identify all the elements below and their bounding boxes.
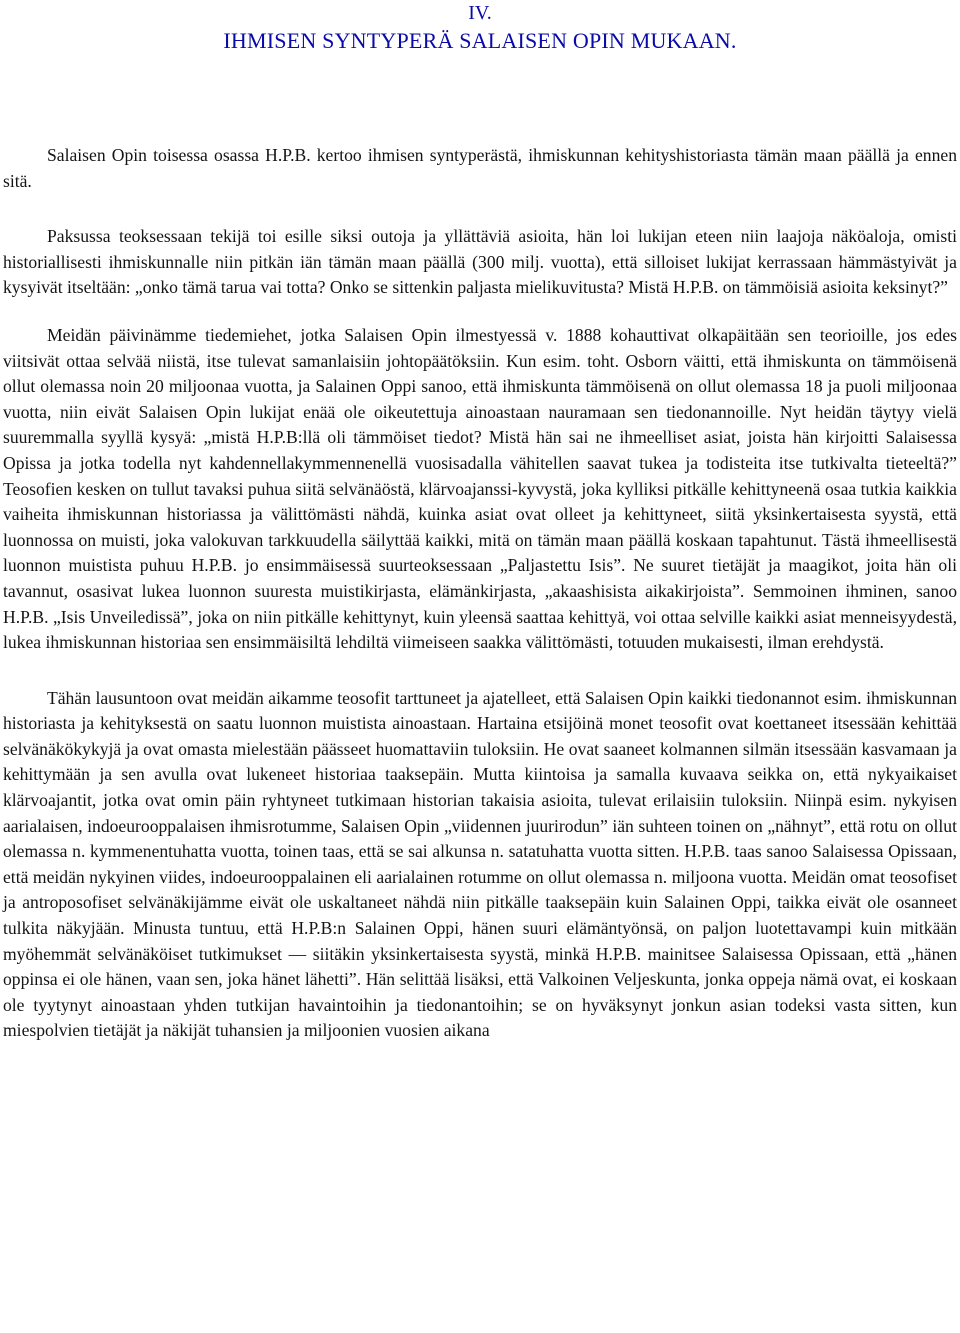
paragraph-theosophists: Tähän lausuntoon ovat meidän aikamme teosofit tarttuneet ja ajatelleet, että Salaisen Opin kaikki tiedonannot esim. ihmiskunnan historiasta ja kehityksestä on saatu luonnon muistista ainoastaan. Hartaina etsijöinä monet teosofit ovat koettaneet itsessään kehittää selvänäkökykyjä ja ovat omasta mielestään päässeet huomattaviin tuloksiin. He ovat saaneet kolmannen silmän itsessään kasvamaan ja kehittymään ja sen avulla ovat lukeneet historiaa taaksepäin. Mutta kiintoisa ja samalla kuvaava seikka on, että nykyaikaiset klärvoajantit, jotka ovat omin päin ryhtyneet tutkimaan historian takaisia asioita, tulevat erilaisiin tuloksiin. Niinpä esim. nykyisen aarialaisen, indoeurooppalaisen ihmisrotumme, Salaisen Opin „viidennen juurirodun” iän suhteen toinen on „nähnyt”, että rotu on ollut olemassa n. kymmenentuhatta vuotta, toinen taas, että se sai alkunsa n. satatuhatta vuotta sitten. H.P.B. taas sanoo Salaisessa Opissaan, että meidän nykyinen viides, indoeurooppalainen eli aarialainen rotumme on ollut olemassa n. miljoona vuotta. Meidän omat teosofiset ja antroposofiset selvänäkijämme eivät ole uskaltaneet nähdä niin pitkälle taaksepäin kuin Salainen Oppi, taikka eivät ole osanneet tulkita näkyjään. Minusta tuntuu, että H.P.B:n Salainen Oppi, hänen suuri elämäntyönsä, on paljon luotettavampi kuin mitkään myöhemmät selvänäköiset tutkimukset — siitäkin yksinkertaisesta syystä, minkä H.P.B. mainitsee Salaisessa Opissaan, että „hänen oppinsa ei ole hänen, vaan sen, joka hänet lähetti”. Hän selittää lisäksi, että Valkoinen Veljeskunta, jonka oppeja nämä ovat, ei koskaan ole tyytynyt ainoastaan yhden tutkijan havaintoihin ja tiedonantoihin; se on hyväksynyt jonkun asian todeksi vasta sitten, kun miespolvien tietäjät ja näkijät tuhansien ja miljoonien vuosien aikana xyxy=(3,687,957,1041)
document-page xyxy=(3,0,957,1044)
paragraph-scientists: Meidän päivinämme tiedemiehet, jotka Salaisen Opin ilmestyessä v. 1888 kohauttivat olkapäitään sen teorioille, jos edes viitsivät ottaa selvää niistä, itse tulevat samanlaisiin johtopäätöksiin. Kun esim. toht. Osborn väitti, että ihmiskunta on tämmöisenä ollut olemassa noin 20 miljoonaa vuotta, ja Salainen Oppi sanoo, että ihmiskunta tämmöisenä on ollut olemassa 18 ja puoli miljoonaa vuotta, niin eivät Salaisen Opin lukijat enää ole oikeutettuja ainoastaan nauramaan sen tiedonannoille. Nyt heidän täytyy vielä suuremmalla syyllä kysyä: „mistä H.P.B:llä oli tämmöiset tiedot? Mistä hän sai ne ihmeelliset asiat, joista hän kirjoitti Salaisessa Opissa ja jotka todella nyt kahdennellakymmennenellä vuosisadalla vähitellen saavat tukea ja todisteita itse tutkivalta tieteeltä?” Teosofien kesken on tullut tavaksi puhua siitä selvänäöstä, klärvoajanssi-kyvystä, joka kylliksi pitkälle kehittyneenä osaa tutkia kaikkia vaiheita ihmiskunnan historiassa ja välittömästi nähdä, kuinka asiat ovat olleet ja kehittyneet, siitä yksinkertaisesta syystä, että luonnossa on muisti, joka valokuvan tarkkuudella säilyttää kaikki, mitä on tämän maan päällä koskaan tapahtunut. Tästä ihmeellisestä luonnon muistista puhuu H.P.B. jo ensimmäisessä suurteoksessaan „Paljastettu Isis”. Ne suuret tietäjät ja maagikot, joita hän oli tavannut, osasivat lukea luonnon suuresta muistikirjasta, elämänkirjasta, „akaashisista aikakirjoista”. Semmoinen ihminen, sanoo H.P.B. „Isis Unveiledissä”, joka on niin pitkälle kehittynyt, kuin yleensä saattaa kehittyä, voi ottaa selville kaikki asiat menneisyydestä, lukea ihmiskunnan historiaa sen ensimmäisiltä lehdiltä viimeiseen saakka välittömästi, totuuden mukaisesti, ilman erehdystä. xyxy=(3,324,957,653)
chapter-number: IV. xyxy=(468,2,492,24)
paragraph-intro: Salaisen Opin toisessa osassa H.P.B. kertoo ihmisen syntyperästä, ihmiskunnan kehityshistoriasta tämän maan päällä ja ennen sitä. xyxy=(3,145,957,191)
chapter-title: IHMISEN SYNTYPERÄ SALAISEN OPIN MUKAAN. xyxy=(223,28,737,53)
paragraph-question: Paksussa teoksessaan tekijä toi esille siksi outoja ja yllättäviä asioita, hän loi lukijan eteen niin laajoja näköaloja, omisti historiallisesti ihmiskunnalle niin pitkän iän tämän maan päällä (300 milj. vuotta), että silloiset lukijat kerrassaan hämmästyivät ja kysyivät itseltään: „onko tämä tarua vai totta? Onko se sittenkin paljasta mielikuvitusta? Mistä H.P.B. on tämmöisiä asioita keksinyt?” xyxy=(3,226,957,298)
